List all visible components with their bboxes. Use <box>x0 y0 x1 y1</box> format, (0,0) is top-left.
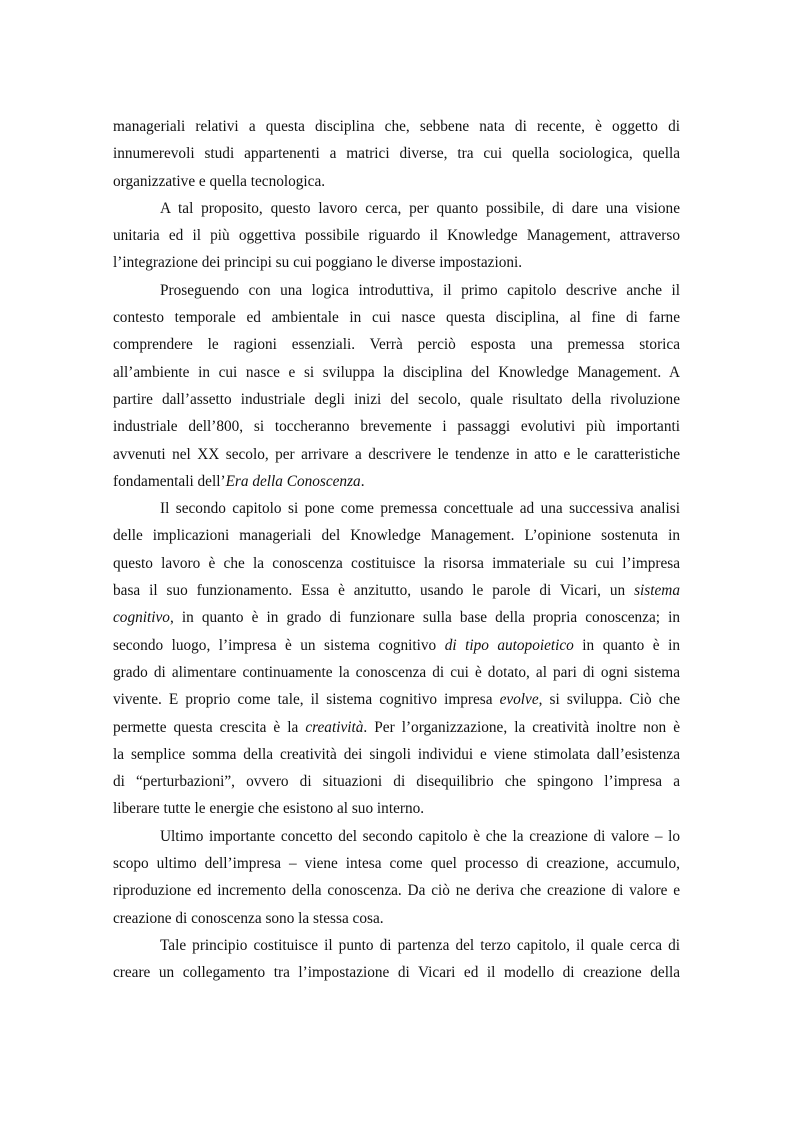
paragraph-4-line-2: delle implicazioni manageriali del Knowledge Management. L’opinione sostenuta in <box>113 527 680 545</box>
paragraph-4-line-6: secondo luogo, l’impresa è un sistema cognitivo di tipo autopoietico in quanto è in <box>113 636 680 654</box>
paragraph-3-line-5: partire dall’assetto industriale degli inizi del secolo, quale risultato della rivoluzione <box>113 390 680 408</box>
paragraph-3-line-3: comprendere le ragioni essenziali. Verrà perciò esposta una premessa storica <box>113 336 680 354</box>
paragraph-4-line-7: grado di alimentare continuamente la conoscenza di cui è dotato, al pari di ogni sistema <box>113 663 680 681</box>
paragraph-3-line-6: industriale dell’800, si toccheranno brevemente i passaggi evolutivi più importanti <box>113 418 680 436</box>
paragraph-5-line-4: creazione di conoscenza sono la stessa cosa. <box>113 909 384 927</box>
paragraph-4-line-9: permette questa crescita è la creatività. Per l’organizzazione, la creatività inoltre non è <box>113 718 680 736</box>
paragraph-6-line-2: creare un collegamento tra l’impostazione di Vicari ed il modello di creazione della <box>113 964 680 982</box>
paragraph-5-line-1: Ultimo importante concetto del secondo capitolo è che la creazione di valore – lo <box>160 827 680 845</box>
paragraph-2-line-1: A tal proposito, questo lavoro cerca, per quanto possibile, di dare una visione <box>160 199 680 217</box>
paragraph-1-line-3: organizzative e quella tecnologica. <box>113 172 326 190</box>
paragraph-3-line-2: contesto temporale ed ambientale in cui nasce questa disciplina, al fine di farne <box>113 309 680 327</box>
paragraph-4-line-11: di “perturbazioni”, ovvero di situazioni di disequilibrio che spingono l’impresa a <box>113 773 680 791</box>
paragraph-5-line-3: riproduzione ed incremento della conoscenza. Da ciò ne deriva che creazione di valore e <box>113 882 680 900</box>
paragraph-4-line-3: questo lavoro è che la conoscenza costituisce la risorsa immateriale su cui l’impresa <box>113 554 680 572</box>
paragraph-4-line-10: la semplice somma della creatività dei singoli individui e viene stimolata dall’esistenza <box>113 745 680 763</box>
paragraph-1-line-2: innumerevoli studi appartenenti a matrici diverse, tra cui quella sociologica, quella <box>113 145 680 163</box>
paragraph-4-line-12: liberare tutte le energie che esistono al suo interno. <box>113 800 425 818</box>
paragraph-1-line-1: manageriali relativi a questa disciplina che, sebbene nata di recente, è oggetto di <box>113 118 680 135</box>
paragraph-3-line-7: avvenuti nel XX secolo, per arrivare a descrivere le tendenze in atto e le caratteristiche <box>113 445 680 463</box>
paragraph-3-line-1: Proseguendo con una logica introduttiva, il primo capitolo descrive anche il <box>160 281 680 299</box>
paragraph-4-line-8: vivente. E proprio come tale, il sistema cognitivo impresa evolve, si sviluppa. Ciò che <box>113 691 680 709</box>
body-text <box>113 113 680 987</box>
paragraph-2-line-2: unitaria ed il più oggettiva possibile riguardo il Knowledge Management, attraverso <box>113 227 680 245</box>
paragraph-2-line-3: l’integrazione dei principi su cui poggiano le diverse impostazioni. <box>113 254 523 272</box>
paragraph-4-line-5: cognitivo, in quanto è in grado di funzionare sulla base della propria conoscenza; in <box>113 609 680 627</box>
paragraph-5-line-2: scopo ultimo dell’impresa – viene intesa come quel processo di creazione, accumulo, <box>113 855 680 873</box>
paragraph-6-line-1: Tale principio costituisce il punto di partenza del terzo capitolo, il quale cerca di <box>160 936 680 954</box>
paragraph-3-line-4: all’ambiente in cui nasce e si sviluppa la disciplina del Knowledge Management. A <box>113 363 680 381</box>
paragraph-3-line-8: fondamentali dell’Era della Conoscenza. <box>113 472 365 490</box>
paragraph-4-line-4: basa il suo funzionamento. Essa è anzitutto, usando le parole di Vicari, un sistema <box>113 582 680 600</box>
paragraph-4-line-1: Il secondo capitolo si pone come premessa concettuale ad una successiva analisi <box>160 500 680 518</box>
